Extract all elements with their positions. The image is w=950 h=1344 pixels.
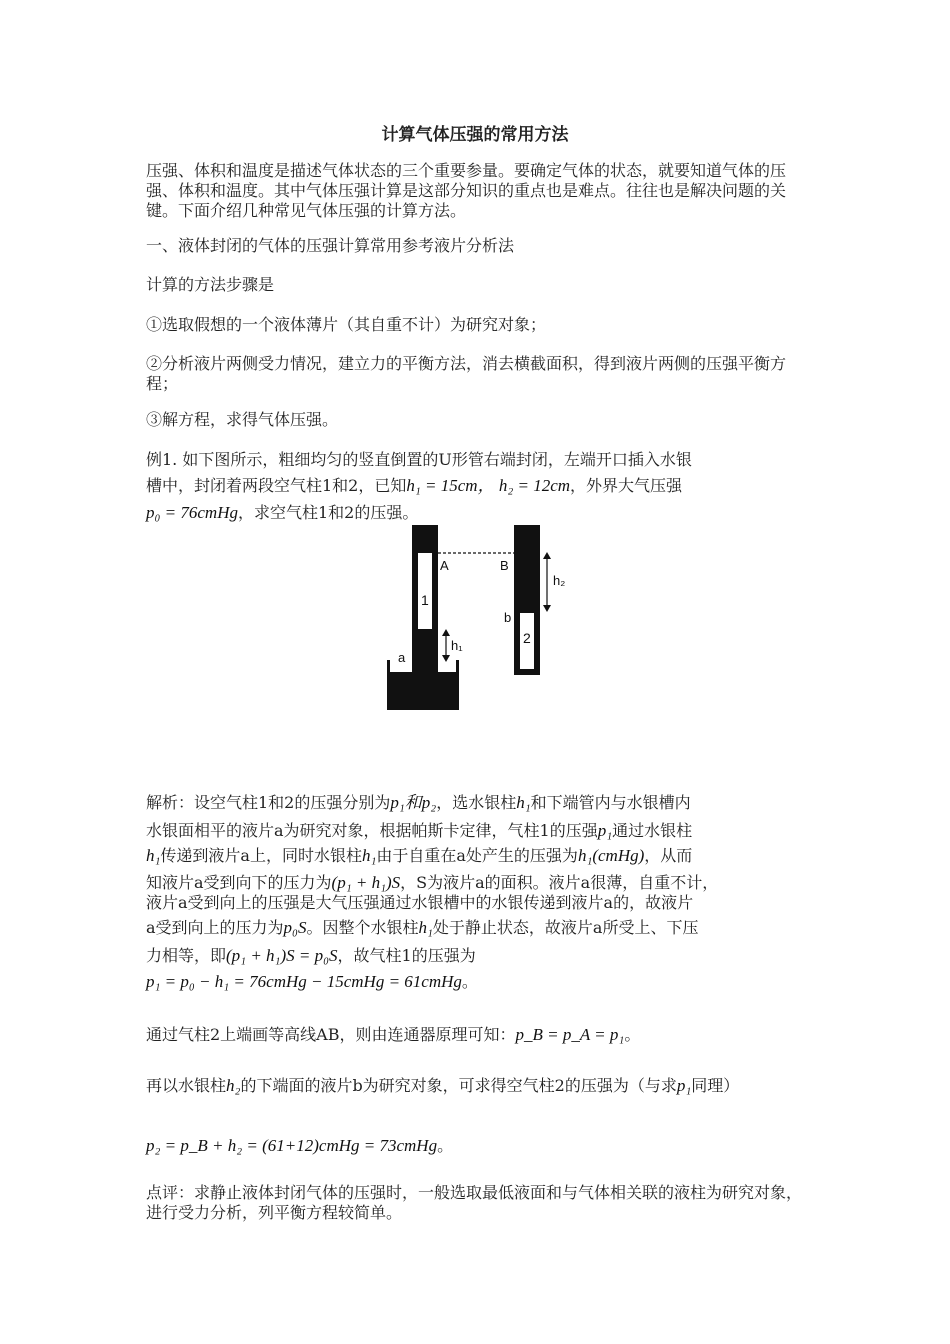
analysis-line-6 (146, 918, 816, 938)
formula-h1: h₁ (146, 846, 161, 865)
formula-h1: h₁ (418, 918, 433, 937)
analysis-text: 传递到液片a上，同时水银柱 (160, 846, 362, 865)
formula-pb-pa-p1: p_B = p_A = p₁ (515, 1025, 625, 1044)
analysis-text: ，故气柱1的压强为 (337, 946, 476, 965)
h1-arrow-head (442, 629, 450, 636)
column2-paragraph (146, 1076, 816, 1096)
formula-downward-force: (p₁ + h₁)S (331, 873, 401, 892)
analysis-text: 处于静止状态，故液片a所受上、下压 (432, 918, 699, 937)
analysis-line-4 (146, 873, 816, 893)
label-slice-b: b (504, 610, 512, 625)
example-text: ，求空气柱1和2的压强。 (237, 503, 419, 522)
paragraph-text: 再以水银柱 (146, 1076, 227, 1095)
analysis-line-3 (146, 846, 816, 866)
analysis-text: 。 (461, 972, 478, 991)
analysis-text: ，从而 (644, 846, 693, 865)
air-column-1 (418, 553, 432, 629)
analysis-text: 。因整个水银柱 (306, 918, 419, 937)
analysis-text: ，S为液片a的面积。液片a很薄，自重不计， (400, 873, 719, 892)
formula-h1-cmhg: h₁(cmHg) (577, 846, 645, 865)
example-line-2 (146, 476, 816, 496)
analysis-text: 水银面相平的液片a为研究对象，根据帕斯卡定律，气柱1的压强 (146, 821, 598, 840)
paragraph-text: 通过气柱2上端画等高线AB，则由连通器原理可知： (146, 1025, 516, 1044)
analysis-text: a受到向上的压力为 (146, 918, 284, 937)
analysis-text: 和下端管内与水银槽内 (530, 793, 691, 812)
label-b-point: B (500, 558, 509, 573)
u-tube-figure (380, 525, 580, 715)
paragraph-text: 。 (437, 1136, 454, 1155)
paragraph-text: 。 (624, 1025, 641, 1044)
formula-p1: p₁ (597, 821, 613, 840)
given-heights-formula: h₁ = 15cm， h₂ = 12cm (406, 476, 571, 495)
p2-result-line (146, 1136, 816, 1156)
paragraph-text: 的下端面的液片b为研究对象，可求得空气柱2的压强为（与求 (240, 1076, 677, 1095)
h2-arrow-head (543, 605, 551, 612)
analysis-line-7 (146, 946, 816, 966)
analysis-text: 力相等，即 (146, 946, 227, 965)
step-2: ②分析液片两侧受力情况，建立力的平衡方法，消去横截面积，得到液片两侧的压强平衡方程； (146, 354, 787, 393)
formula-h1: h₁ (361, 846, 377, 865)
analysis-text: 知液片a受到向下的压力为 (146, 873, 332, 892)
analysis-text: 通过水银柱 (612, 821, 693, 840)
h2-arrow-head (543, 552, 551, 559)
label-column-1: 1 (421, 592, 429, 608)
label-slice-a: a (398, 650, 406, 665)
label-h1: h₁ (451, 638, 463, 653)
formula-upward-force: p₀S (283, 918, 307, 937)
analysis-line-8 (146, 972, 816, 992)
steps-heading: 计算的方法步骤是 (146, 275, 275, 294)
formula-p1: p₁ (676, 1076, 692, 1095)
example-text: ，外界大气压强 (570, 476, 683, 495)
formula-h1: h₁ (516, 793, 531, 812)
analysis-line-2 (146, 821, 816, 841)
formula-p1-result: p₁ = p₀ − h₁ = 76cmHg − 15cmHg = 61cmHg (146, 972, 462, 991)
paragraph-text: 同理） (691, 1076, 740, 1095)
example-line-3 (146, 503, 816, 523)
label-h2: h₂ (553, 573, 566, 588)
intro-paragraph: 压强、体积和温度是描述气体状态的三个重要参量。要确定气体的状态，就要知道气体的压强、体积和温度。其中气体压强计算是这部分知识的重点也是难点。往往也是解决问题的关键。下面介绍几种常见气体压强的计算方法。 (146, 161, 787, 220)
given-pressure-formula: p₀ = 76cmHg (146, 503, 238, 522)
analysis-text: 由于自重在a处产生的压强为 (376, 846, 578, 865)
analysis-line-1 (146, 793, 816, 813)
comment-paragraph: 点评：求静止液体封闭气体的压强时，一般选取最低液面和与气体相关联的液柱为研究对象，进行受力分析，列平衡方程较简单。 (146, 1183, 803, 1222)
analysis-line-5: 液片a受到向上的压强是大气压强通过水银槽中的水银传递到液片a的，故液片 (146, 893, 694, 912)
formula-p2-result: p₂ = p_B + h₂ = (61+12)cmHg = 73cmHg (146, 1136, 438, 1155)
formula-p1-p2: p₁和p₂ (390, 793, 437, 812)
formula-h2: h₂ (226, 1076, 241, 1095)
formula-balance: (p₁ + h₁)S = p₀S (226, 946, 338, 965)
contour-paragraph (146, 1025, 816, 1045)
label-column-2: 2 (523, 630, 531, 646)
page-title: 计算气体压强的常用方法 (381, 125, 569, 145)
step-3: ③解方程，求得气体压强。 (146, 410, 339, 429)
analysis-text: 解析：设空气柱1和2的压强分别为 (146, 793, 391, 812)
step-1: ①选取假想的一个液体薄片（其自重不计）为研究对象； (146, 315, 547, 334)
section-heading: 一、液体封闭的气体的压强计算常用参考液片分析法 (146, 236, 515, 255)
example-line-1: 例1. 如下图所示，粗细均匀的竖直倒置的U形管右端封闭，左端开口插入水银 (146, 450, 692, 469)
label-a-point: A (440, 558, 449, 573)
example-text: 槽中，封闭着两段空气柱1和2，已知 (146, 476, 407, 495)
analysis-text: ，选水银柱 (436, 793, 517, 812)
